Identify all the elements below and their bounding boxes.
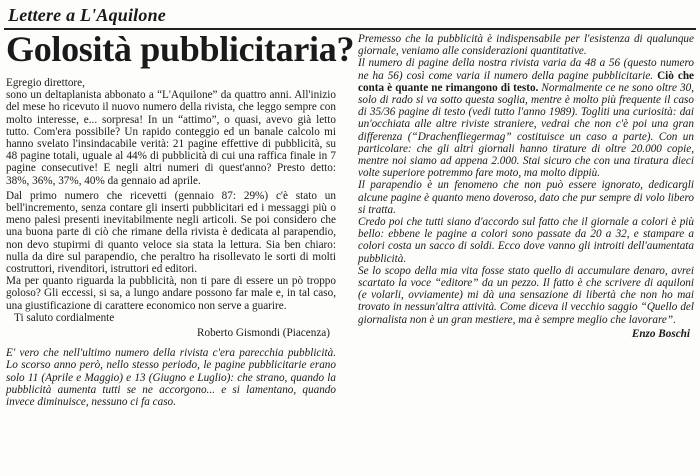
letter-column	[6, 77, 336, 408]
reply-paragraph: Il parapendio è un fenomeno che non può essere ignorato, dedicargli alcune pagine è quanto meno doveroso, dato che pur sempre di volo libero si tratta.	[358, 179, 694, 216]
letter-salutation: Egregio direttore,	[6, 77, 85, 89]
reply-paragraph: Se lo scopo della mia vita fosse stato quello di accumulare denaro, avrei scartato la voce “editore” da un pezzo. Il fatto è che scrivere di aquiloni (e volarli, ovviamente) mi dà una sensazione di libertà che non ho mai trovato in nessun'altra attività. Come diceva il vecchio saggio “Quello del giornalista non è un gran mestiere, ma è sempre meglio che lavorare”.	[358, 264, 694, 326]
reply-text: Normalmente ce ne sono oltre 30, solo di rado si va sotto questa soglia, mentre è molto più frequente il caso di 35/36 pagine di testo (vedi tutto l'anno 1989). Togliti una curiosità: dai un'occhiata alle altre riviste straniere, vedrai che non c'è poi una gran differenza (“Drachenfliegermag” costituisce un caso a parte). Con un particolare: che gli altri giornali hanno tirature di oltre 20.000 copie, mentre noi siamo ad appena 2.000. Stai sicuro che con una tiratura dieci volte superiore potremmo fare moto, ma molto dippiù.	[358, 81, 695, 180]
article-title: Golosità pubblicitaria?	[6, 29, 355, 69]
letter-signature: Roberto Gismondi (Piacenza)	[197, 327, 330, 340]
reply-paragraph: Credo poi che tutti siano d'accordo sul fatto che il giornale a colori è più bello: ebbene le pagine a colori sono passate da 20 a 32, e stampare a colori costa un sacco di soldi. Ecco dove vanno gli introiti dell'aumentata pubblicità.	[358, 216, 694, 265]
reply-text: Il numero di pagine della nostra rivista varia da 48 a 56 (questo numero ne ha 56) così come varia il numero della pagine pubblicitarie.	[358, 57, 694, 82]
reply-paragraph: E' vero che nell'ultimo numero della rivista c'era parecchia pubblicità. Lo scorso anno però, nello stesso periodo, le pagine pubblicitarie erano solo 11 (Aprile e Maggio) e 13 (Giugno e Luglio): che strano, quando la pubblicità aumenta tutti se ne accorgono... e si lamentano, quando invece diminuisce, nessuno ci fa caso.	[6, 347, 336, 409]
letter-paragraph: Dal primo numero che ricevetti (gennaio 87: 29%) c'è stato un bell'incremento, senza contare gli inserti pubblicitari ed i messaggi più o meno palesi presenti inevitabilmente negli articoli. Se poi considero che una buona parte di ciò che rimane della rivista è dedicata al parapendio, non devo stupirmi di quanto veloce sia stata la lettura. Sia ben chiaro: nulla da dire sul parapendio, che peraltro ha risollevato le sorti di molti costruttori, rivenditori, istruttori ed editori.	[6, 189, 336, 276]
section-header	[4, 3, 696, 30]
reply-column	[358, 33, 694, 340]
letter-paragraph: sono un deltaplanista abbonato a “L'Aquilone” da quattro anni. All'inizio del mese ho ricevuto il nuovo numero della rivista, che leggo sempre con molto interesse, e... sorpresa! In un “attimo”, o quasi, avevo già letto tutto. Com'era possibile? Un rapido conteggio ed un banale calcolo mi hanno svelato l'insindacabile verità: 21 pagine effettive di pubblicità, su 48 pagine totali, uguale al 44% di pubblicità di cui una raffica finale in 7 pagine consecutive! E negli altri numeri di quest'anno? Presto detto: 38%, 36%, 37%, 40% da gennaio ad aprile.	[6, 89, 336, 187]
letter-closing: Ti saluto cordialmente	[14, 311, 115, 324]
reply-paragraph	[358, 57, 694, 179]
reply-emphasis: Ciò che conta è quante ne rimangono di testo.	[358, 69, 695, 94]
reply-author: Enzo Boschi	[631, 327, 690, 340]
reply-paragraph: Premesso che la pubblicità è indispensabile per l'esistenza di qualunque giornale, veniamo alle considerazioni quantitative.	[358, 33, 694, 58]
letter-paragraph: Ma per quanto riguarda la pubblicità, non ti pare di essere un pò troppo goloso? Gli eccessi, si sa, a lungo andare possono far male e, in tal caso, una giustificazione di carattere economico non serve a guarire.	[6, 275, 336, 312]
section-title: Lettere a L'Aquilone	[8, 5, 166, 25]
